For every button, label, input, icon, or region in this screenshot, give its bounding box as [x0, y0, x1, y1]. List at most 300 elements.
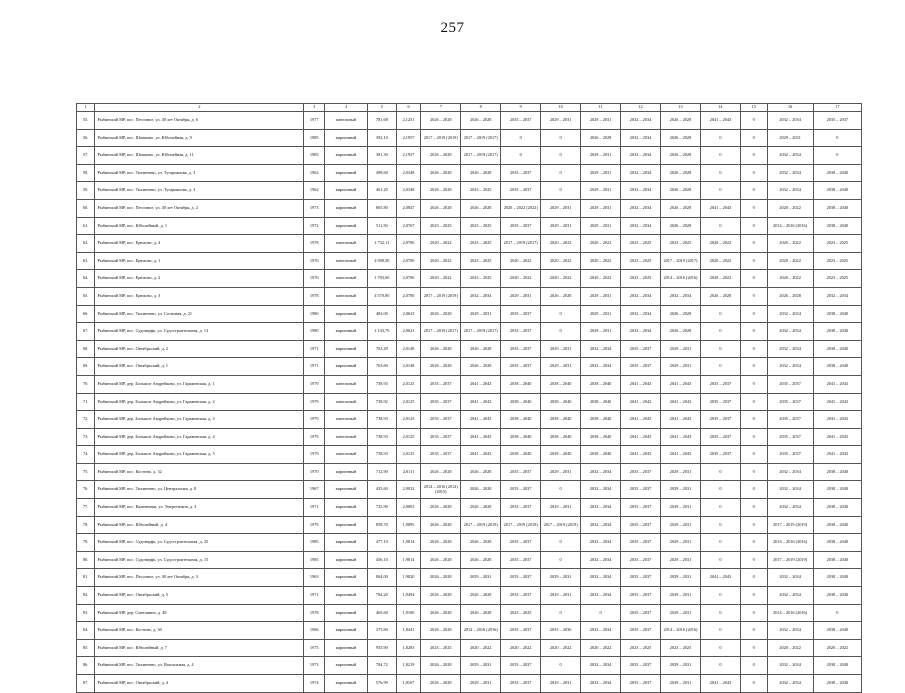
table-cell: 2032 – 2034: [581, 481, 621, 499]
table-cell: 2020 – 2022: [421, 270, 461, 288]
table-cell: 0: [740, 235, 767, 253]
table-row: [77, 499, 862, 517]
table-cell: 2038 – 2040: [813, 463, 861, 481]
table-cell: 1980: [304, 305, 324, 323]
table-cell: 2023 – 2025: [421, 217, 461, 235]
table-cell: 0: [541, 481, 581, 499]
table-row: [77, 129, 862, 147]
address-cell: Рыбинский МР, пос. Октябрьский, д. 5: [95, 587, 304, 605]
table-cell: панельный: [324, 428, 367, 446]
table-cell: 0: [700, 516, 740, 534]
table-row: [77, 446, 862, 464]
row-number-cell: 61.: [77, 217, 95, 235]
table-cell: 2029 – 2031: [661, 499, 701, 517]
table-cell: 0: [740, 569, 767, 587]
address-cell: Рыбинский МР, пос. Ерюхово, д. 2: [95, 270, 304, 288]
table-cell: 2017 – 2019 (2019): [421, 287, 461, 305]
table-cell: 2020 – 2022: [700, 252, 740, 270]
table-cell: 1,8167: [396, 675, 421, 693]
table-cell: 2020 – 2022: [541, 270, 581, 288]
address-cell: Рыбинский МР, пос. Судоверфь, ул. Судостроительная, д. 13: [95, 323, 304, 341]
table-cell: 955,90: [368, 639, 397, 657]
table-cell: 0: [740, 340, 767, 358]
row-number-cell: 78.: [77, 516, 95, 534]
address-cell: Рыбинский МР, пос. Тихменево, ул. Вокзальная, д. 4: [95, 657, 304, 675]
table-cell: 2038 – 2040: [813, 340, 861, 358]
table-cell: 2,0767: [396, 217, 421, 235]
table-cell: 2032 – 2034: [767, 164, 813, 182]
table-cell: кирпичный: [324, 569, 367, 587]
table-cell: 2020 – 2022: [700, 235, 740, 253]
address-cell: Рыбинский МР, пос. Ерюхово, д. 3: [95, 287, 304, 305]
table-cell: 2023 – 2025: [813, 235, 861, 253]
table-cell: 2032 – 2034: [581, 657, 621, 675]
address-cell: Рыбинский МР, пос. Костино, д. 32: [95, 463, 304, 481]
table-cell: 2026 – 2028: [421, 657, 461, 675]
table-cell: 2020 – 2022: [541, 235, 581, 253]
table-row: [77, 147, 862, 165]
table-cell: 2023 – 2025: [461, 235, 501, 253]
table-cell: 784,20: [368, 587, 397, 605]
table-cell: 1974: [304, 675, 324, 693]
table-cell: 2041 – 2043: [813, 393, 861, 411]
table-cell: 2038 – 2040: [541, 411, 581, 429]
table-cell: 1979: [304, 446, 324, 464]
table-cell: 2020 – 2022: [767, 252, 813, 270]
table-cell: 2032 – 2034: [767, 358, 813, 376]
table-cell: 2017 – 2019 (2017): [461, 323, 501, 341]
row-number-cell: 57.: [77, 147, 95, 165]
table-cell: 1977: [304, 112, 324, 130]
row-number-cell: 86.: [77, 657, 95, 675]
table-cell: 2032 – 2034: [767, 305, 813, 323]
column-number: 16: [767, 104, 813, 112]
table-cell: 2020 – 2022: [767, 270, 813, 288]
table-cell: 2032 – 2034: [621, 164, 661, 182]
address-cell: Рыбинский МР, пос. Юбилейный, д. 7: [95, 639, 304, 657]
table-cell: 2041 – 2043: [621, 393, 661, 411]
table-cell: 0: [700, 463, 740, 481]
table-cell: 2023 – 2025: [813, 252, 861, 270]
table-cell: 0: [700, 129, 740, 147]
table-cell: 2026 – 2028: [421, 587, 461, 605]
table-cell: панельный: [324, 112, 367, 130]
table-cell: 4 908,30: [368, 252, 397, 270]
table-cell: кирпичный: [324, 587, 367, 605]
table-cell: 2,0348: [396, 182, 421, 200]
table-cell: 2029 – 2031: [581, 182, 621, 200]
table-cell: 2020 – 2022 (2022): [501, 199, 541, 217]
table-cell: 2035 – 2037: [700, 393, 740, 411]
column-number: 12: [621, 104, 661, 112]
table-cell: 2,0700: [396, 287, 421, 305]
table-cell: 2038 – 2040: [581, 446, 621, 464]
table-cell: 0: [501, 147, 541, 165]
table-cell: 2023 – 2025: [421, 639, 461, 657]
table-cell: 2026 – 2028: [661, 129, 701, 147]
table-row: [77, 481, 862, 499]
table-cell: 2032 – 2034: [581, 516, 621, 534]
row-number-cell: 71.: [77, 393, 95, 411]
table-cell: 2,0148: [396, 358, 421, 376]
table-cell: кирпичный: [324, 551, 367, 569]
table-cell: 2020 – 2022: [767, 639, 813, 657]
table-cell: 1 783,60: [368, 270, 397, 288]
table-cell: 2017 – 2019 (2019): [421, 129, 461, 147]
table-cell: 2032 – 2034: [621, 323, 661, 341]
table-cell: 2035 – 2037: [700, 446, 740, 464]
table-cell: 1972: [304, 217, 324, 235]
table-cell: кирпичный: [324, 305, 367, 323]
table-cell: 1 143,70: [368, 323, 397, 341]
table-cell: 392,10: [368, 129, 397, 147]
table-cell: 2,0348: [396, 164, 421, 182]
row-number-cell: 80.: [77, 551, 95, 569]
table-cell: 2032 – 2034: [581, 534, 621, 552]
address-cell: Рыбинский МР, пос. Юбилейный, д. 1: [95, 217, 304, 235]
table-cell: 1985: [304, 147, 324, 165]
table-cell: 2032 – 2034: [581, 587, 621, 605]
table-cell: 2041 – 2043: [661, 428, 701, 446]
row-number-cell: 75.: [77, 463, 95, 481]
table-cell: 1985: [304, 534, 324, 552]
table-cell: 2032 – 2034: [767, 323, 813, 341]
table-cell: 1979: [304, 411, 324, 429]
table-cell: 2035 – 2037: [621, 499, 661, 517]
row-number-cell: 67.: [77, 323, 95, 341]
table-cell: 2032 – 2034: [621, 217, 661, 235]
table-cell: 0: [700, 323, 740, 341]
table-cell: 2035 – 2037: [501, 622, 541, 640]
table-row: [77, 270, 862, 288]
table-cell: 1971: [304, 358, 324, 376]
table-cell: 2029 – 2031: [661, 569, 701, 587]
table-cell: 0: [813, 604, 861, 622]
table-cell: 2026 – 2028: [661, 147, 701, 165]
table-cell: 2035 – 2037: [501, 534, 541, 552]
table-cell: 1966: [304, 622, 324, 640]
table-cell: 2041 – 2043: [700, 569, 740, 587]
table-cell: 2035 – 2037: [767, 393, 813, 411]
table-cell: 0: [700, 164, 740, 182]
table-cell: 2026 – 2028: [421, 604, 461, 622]
table-cell: 2038 – 2040: [813, 164, 861, 182]
table-cell: 0: [541, 604, 581, 622]
table-cell: 0: [740, 622, 767, 640]
table-cell: 763,49: [368, 340, 397, 358]
table-cell: 0: [740, 112, 767, 130]
table-cell: 0: [740, 446, 767, 464]
table-cell: 1,9895: [396, 516, 421, 534]
table-cell: 1971: [304, 587, 324, 605]
table-cell: 2017 – 2019 (2019): [541, 516, 581, 534]
table-cell: 2032 – 2034: [621, 199, 661, 217]
table-cell: 2023 – 2025: [461, 182, 501, 200]
row-number-cell: 72.: [77, 411, 95, 429]
address-cell: Рыбинский МР, пос. Октябрьский, д. 1: [95, 358, 304, 376]
table-cell: 2038 – 2040: [541, 375, 581, 393]
table-cell: 456,10: [368, 551, 397, 569]
table-cell: 2029 – 2031: [461, 569, 501, 587]
column-number: 4: [324, 104, 367, 112]
table-cell: 0: [740, 147, 767, 165]
table-cell: 2029 – 2031: [661, 481, 701, 499]
table-cell: 1,9814: [396, 534, 421, 552]
table-cell: 2032 – 2034: [767, 112, 813, 130]
address-cell: Рыбинский МР, пос. Судоверфь, ул. Судостроительная, д. 15: [95, 551, 304, 569]
table-cell: 0: [700, 604, 740, 622]
table-cell: 0: [700, 499, 740, 517]
table-cell: 0: [740, 639, 767, 657]
table-cell: 2032 – 2034: [581, 551, 621, 569]
table-cell: 1973: [304, 199, 324, 217]
table-cell: 2035 – 2037: [501, 463, 541, 481]
table-cell: 1963: [304, 569, 324, 587]
table-cell: 2038 – 2040: [541, 393, 581, 411]
table-cell: 2020 – 2022: [501, 252, 541, 270]
page-number: 257: [440, 20, 465, 36]
address-cell: Рыбинский МР, дер. Большое Андрейково, ул. Гаражевская, д. 3: [95, 411, 304, 429]
table-cell: 712,90: [368, 463, 397, 481]
table-cell: 461,20: [368, 182, 397, 200]
table-cell: 1979: [304, 428, 324, 446]
table-cell: 2,0700: [396, 252, 421, 270]
table-cell: 738,93: [368, 375, 397, 393]
table-cell: 725,90: [368, 499, 397, 517]
table-cell: кирпичный: [324, 182, 367, 200]
row-number-cell: 68.: [77, 340, 95, 358]
table-cell: 2032 – 2034: [767, 340, 813, 358]
table-cell: 2035 – 2037: [621, 463, 661, 481]
table-cell: кирпичный: [324, 622, 367, 640]
table-cell: 1979: [304, 516, 324, 534]
table-cell: 2029 – 2031: [581, 323, 621, 341]
table-cell: 0: [740, 428, 767, 446]
table-cell: 0: [700, 481, 740, 499]
table-cell: 1978: [304, 287, 324, 305]
row-number-cell: 69.: [77, 358, 95, 376]
table-cell: 2035 – 2037: [767, 428, 813, 446]
table-cell: 2026 – 2028: [461, 551, 501, 569]
table-cell: кирпичный: [324, 323, 367, 341]
column-number: 15: [740, 104, 767, 112]
table-row: [77, 112, 862, 130]
table-cell: 1980: [304, 323, 324, 341]
table-cell: 2020 – 2022: [421, 252, 461, 270]
table-cell: 2029 – 2031: [581, 287, 621, 305]
table-cell: 0: [740, 411, 767, 429]
table-cell: 2029 – 2031: [581, 305, 621, 323]
table-cell: 2020 – 2022: [813, 639, 861, 657]
table-cell: 0: [541, 164, 581, 182]
address-cell: Рыбинский МР, дер. Большое Андрейково, ул. Гаражевская, д. 2: [95, 393, 304, 411]
table-cell: 2020 – 2022: [700, 270, 740, 288]
table-cell: 2,0125: [396, 393, 421, 411]
row-number-cell: 76.: [77, 481, 95, 499]
table-cell: 1973: [304, 657, 324, 675]
table-cell: 2032 – 2034: [621, 182, 661, 200]
column-number: 14: [700, 104, 740, 112]
table-cell: 0: [740, 182, 767, 200]
table-cell: 2026 – 2028: [421, 675, 461, 693]
table-cell: 1,8219: [396, 657, 421, 675]
table-cell: 2026 – 2028: [661, 217, 701, 235]
table-cell: 0: [813, 129, 861, 147]
table-cell: 2041 – 2043: [461, 411, 501, 429]
table-cell: 2017 – 2019 (2017): [461, 147, 501, 165]
table-cell: 0: [700, 622, 740, 640]
table-cell: 2032 – 2034: [581, 463, 621, 481]
table-cell: 2035 – 2037: [621, 587, 661, 605]
column-number: 17: [813, 104, 861, 112]
table-cell: 2020 – 2022: [461, 639, 501, 657]
table-cell: 498,60: [368, 164, 397, 182]
table-cell: 2029 – 2031: [541, 587, 581, 605]
table-cell: 1962: [304, 182, 324, 200]
row-number-cell: 66.: [77, 305, 95, 323]
table-row: [77, 358, 862, 376]
table-cell: 2,0125: [396, 375, 421, 393]
table-cell: 2041 – 2043: [621, 375, 661, 393]
row-number-cell: 65.: [77, 287, 95, 305]
table-cell: 2035 – 2037: [501, 323, 541, 341]
table-cell: 2032 – 2034: [621, 112, 661, 130]
table-cell: кирпичный: [324, 217, 367, 235]
table-cell: 2035 – 2037: [501, 499, 541, 517]
table-cell: 2026 – 2028: [461, 587, 501, 605]
table-cell: 2029 – 2031: [661, 587, 701, 605]
table-cell: 576,99: [368, 675, 397, 693]
table-cell: 2026 – 2028: [421, 516, 461, 534]
table-row: [77, 622, 862, 640]
table-cell: 1978: [304, 235, 324, 253]
table-cell: 2,0621: [396, 323, 421, 341]
row-number-cell: 60.: [77, 199, 95, 217]
table-cell: 2014 – 2016 (2016): [661, 622, 701, 640]
table-cell: 2035 – 2037: [421, 393, 461, 411]
table-cell: 2038 – 2040: [581, 428, 621, 446]
table-cell: 2032 – 2034: [767, 463, 813, 481]
table-cell: 2035 – 2037: [501, 569, 541, 587]
table-cell: 2035 – 2037: [501, 587, 541, 605]
table-cell: 1 732,11: [368, 235, 397, 253]
column-number: 2: [95, 104, 304, 112]
table-cell: 0: [740, 375, 767, 393]
row-number-cell: 81.: [77, 569, 95, 587]
table-cell: 2038 – 2040: [581, 411, 621, 429]
table-cell: 2029 – 2031: [461, 675, 501, 693]
table-cell: 1,9820: [396, 569, 421, 587]
table-cell: 2032 – 2034: [581, 569, 621, 587]
address-cell: Рыбинский МР, пос. Шашково, ул. Юбилейная, д. 11: [95, 147, 304, 165]
table-cell: 2020 – 2022: [581, 252, 621, 270]
table-cell: 2041 – 2043: [621, 446, 661, 464]
table-cell: 0: [700, 340, 740, 358]
table-cell: 2029 – 2031: [501, 287, 541, 305]
table-cell: кирпичный: [324, 499, 367, 517]
column-number: 13: [661, 104, 701, 112]
table-cell: 0: [541, 534, 581, 552]
table-cell: 2041 – 2043: [621, 428, 661, 446]
table-cell: 2029 – 2031: [767, 129, 813, 147]
table-cell: 2032 – 2034: [461, 287, 501, 305]
table-cell: 2026 – 2028: [461, 112, 501, 130]
table-cell: 1975: [304, 639, 324, 657]
table-cell: 2020 – 2022: [581, 235, 621, 253]
table-cell: 2035 – 2037: [421, 428, 461, 446]
table-cell: 2029 – 2031: [581, 147, 621, 165]
table-cell: 2026 – 2028: [461, 534, 501, 552]
table-row: [77, 569, 862, 587]
table-cell: 2035 – 2037: [501, 675, 541, 693]
table-cell: 0: [700, 551, 740, 569]
table-row: [77, 516, 862, 534]
table-cell: 2038 – 2040: [813, 534, 861, 552]
row-number-cell: 83.: [77, 604, 95, 622]
table-cell: 0: [740, 393, 767, 411]
table-cell: 0: [740, 199, 767, 217]
table-row: [77, 657, 862, 675]
table-row: [77, 463, 862, 481]
table-cell: 2026 – 2028: [461, 199, 501, 217]
table-cell: 2038 – 2040: [813, 323, 861, 341]
address-cell: Рыбинский МР, пос. Костино, д. 30: [95, 622, 304, 640]
table-cell: 2029 – 2031: [541, 569, 581, 587]
row-number-cell: 77.: [77, 499, 95, 517]
table-cell: 2029 – 2031: [541, 340, 581, 358]
table-cell: 2029 – 2031: [581, 112, 621, 130]
table-cell: 2020 – 2022: [421, 235, 461, 253]
row-number-cell: 82.: [77, 587, 95, 605]
address-cell: Рыбинский МР, пос. Тихменево, ул. Тугарьянова, д. 3: [95, 182, 304, 200]
table-cell: 2041 – 2043: [700, 199, 740, 217]
table-cell: 2038 – 2040: [813, 569, 861, 587]
table-cell: 2035 – 2037: [621, 516, 661, 534]
table-cell: панельный: [324, 446, 367, 464]
column-number: 1: [77, 104, 95, 112]
table-cell: 2038 – 2040: [581, 375, 621, 393]
table-cell: 2032 – 2034: [581, 499, 621, 517]
address-cell: Рыбинский МР, пос. Октябрьский, д. 2: [95, 340, 304, 358]
table-cell: 864,00: [368, 569, 397, 587]
table-cell: 2029 – 2031: [581, 164, 621, 182]
table-row: [77, 534, 862, 552]
table-cell: 1967: [304, 481, 324, 499]
table-cell: 2041 – 2043: [621, 411, 661, 429]
table-cell: панельный: [324, 411, 367, 429]
table-cell: 2029 – 2031: [661, 551, 701, 569]
table-cell: 2026 – 2028: [421, 569, 461, 587]
table-cell: 2035 – 2037: [501, 340, 541, 358]
table-cell: 2035 – 2037: [767, 411, 813, 429]
table-cell: 2035 – 2037: [501, 358, 541, 376]
table-row: [77, 164, 862, 182]
table-cell: 2023 – 2025: [461, 270, 501, 288]
row-number-cell: 70.: [77, 375, 95, 393]
table-cell: 0: [700, 587, 740, 605]
housing-register-table: [76, 103, 862, 693]
table-cell: 482,00: [368, 305, 397, 323]
row-number-cell: 64.: [77, 270, 95, 288]
table-cell: 2038 – 2040: [501, 393, 541, 411]
table-cell: 2026 – 2028: [461, 340, 501, 358]
table-cell: 0: [541, 305, 581, 323]
table-cell: кирпичный: [324, 639, 367, 657]
table-cell: 2017 – 2019 (2017): [661, 252, 701, 270]
table-cell: 2026 – 2028: [461, 358, 501, 376]
row-number-cell: 84.: [77, 622, 95, 640]
table-row: [77, 393, 862, 411]
